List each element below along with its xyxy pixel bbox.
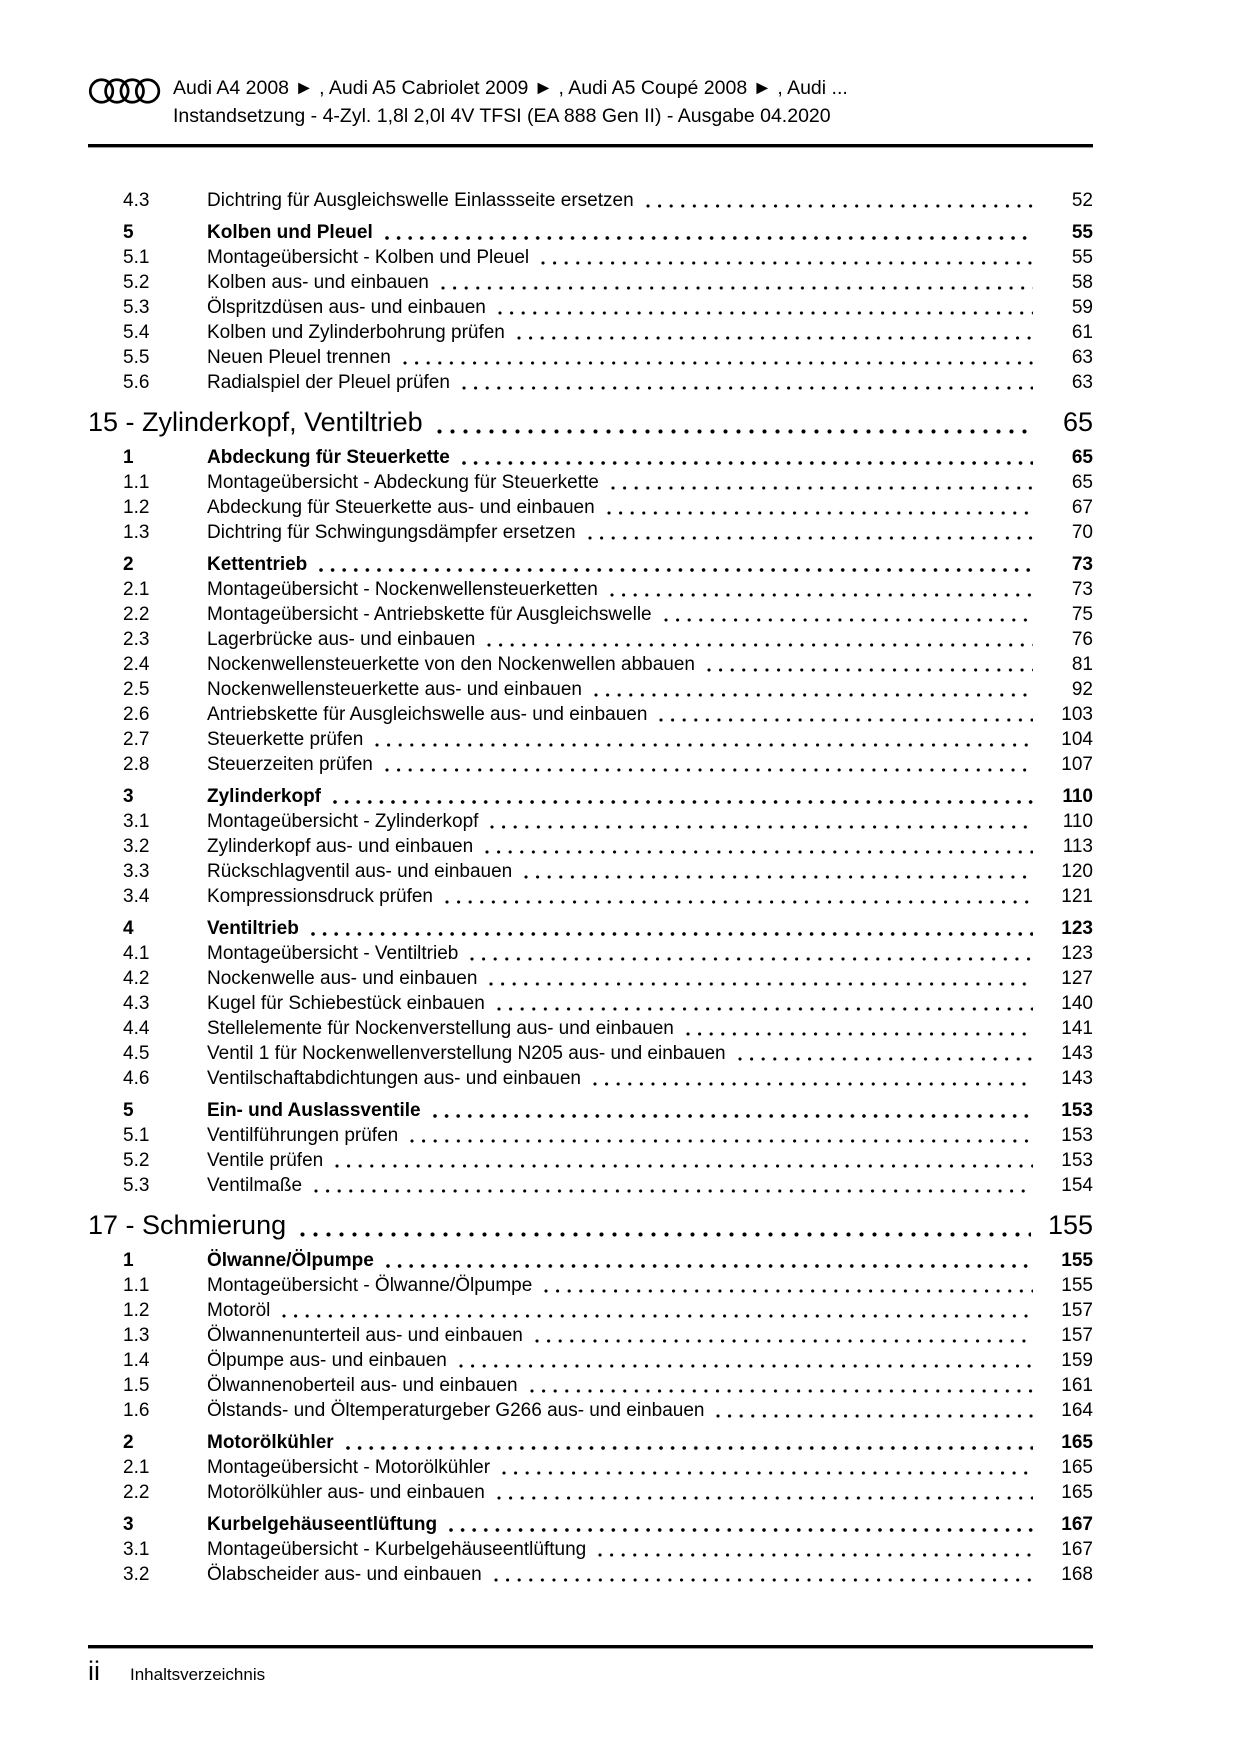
toc-entry-number: 5 <box>123 222 134 243</box>
toc-entry-title: Rückschlagventil aus- und einbauen <box>207 861 513 882</box>
toc-entry-title: Ölwannenunterteil aus- und einbauen <box>207 1325 523 1346</box>
toc-entry-page: 104 <box>1061 729 1093 750</box>
toc-entry-title: Montageübersicht - Ölwanne/Ölpumpe <box>207 1275 533 1296</box>
toc-entry-number: 3.2 <box>123 836 150 857</box>
dot-leader <box>541 261 1033 265</box>
toc-entry <box>88 1512 1093 1537</box>
toc-entry-title: Motoröl <box>207 1300 271 1321</box>
toc-entry <box>88 1373 1093 1398</box>
toc-entry-number: 1 <box>123 447 134 468</box>
toc-entry <box>88 1455 1093 1480</box>
toc-entry-title: Montageübersicht - Zylinderkopf <box>207 811 479 832</box>
toc-entry-title: 17 - Schmierung <box>88 1210 287 1240</box>
toc-entry-page: 52 <box>1071 190 1093 211</box>
toc-entry <box>88 627 1093 652</box>
toc-entry-number: 5.5 <box>123 347 150 368</box>
toc-entry-title: Kugel für Schiebestück einbauen <box>207 993 485 1014</box>
toc-entry-page: 140 <box>1061 993 1093 1014</box>
toc-entry-number: 4.5 <box>123 1043 150 1064</box>
dot-leader <box>441 286 1033 290</box>
toc-entry <box>88 966 1093 991</box>
toc-entry-title: Ventilführungen prüfen <box>207 1125 399 1146</box>
toc-entry-title: Ölwanne/Ölpumpe <box>207 1250 374 1271</box>
dot-leader <box>530 1389 1033 1393</box>
dot-leader <box>346 1446 1033 1450</box>
toc-entry-title: Kolben und Pleuel <box>207 222 373 243</box>
toc-entry-number: 4 <box>123 918 134 939</box>
toc-entry <box>88 1205 1093 1245</box>
toc-entry <box>88 1323 1093 1348</box>
toc-entry <box>88 1173 1093 1198</box>
toc-entry <box>88 1098 1093 1123</box>
toc-entry-title: Lagerbrücke aus- und einbauen <box>207 629 476 650</box>
toc-entry <box>88 270 1093 295</box>
toc-entry <box>88 245 1093 270</box>
toc-entry-number: 2.7 <box>123 729 150 750</box>
header-rule <box>88 144 1093 148</box>
dot-leader <box>386 1264 1033 1268</box>
toc-entry-title: 15 - Zylinderkopf, Ventiltrieb <box>88 407 423 437</box>
toc-entry-number: 1.2 <box>123 497 150 518</box>
toc-entry-page: 143 <box>1061 1043 1093 1064</box>
toc-entry-number: 2 <box>123 1432 134 1453</box>
toc-entry-page: 165 <box>1061 1482 1093 1503</box>
toc-entry-title: Montageübersicht - Motorölkühler <box>207 1457 491 1478</box>
toc-entry <box>88 702 1093 727</box>
dot-leader <box>437 429 1031 434</box>
dot-leader <box>410 1139 1033 1143</box>
toc-entry <box>88 1248 1093 1273</box>
toc-entry-number: 1.3 <box>123 1325 150 1346</box>
dot-leader <box>489 982 1033 986</box>
toc-entry <box>88 991 1093 1016</box>
toc-entry-number: 2.4 <box>123 654 150 675</box>
dot-leader <box>485 850 1033 854</box>
toc-entry-title: Ölwannenoberteil aus- und einbauen <box>207 1375 518 1396</box>
toc-entry-number: 1.6 <box>123 1400 150 1421</box>
toc-entry-title: Steuerzeiten prüfen <box>207 754 373 775</box>
dot-leader <box>300 1232 1031 1237</box>
dot-leader <box>314 1189 1033 1193</box>
toc-entry-title: Montageübersicht - Kurbelgehäuseentlüftung <box>207 1539 587 1560</box>
toc-entry-page: 120 <box>1061 861 1093 882</box>
toc-entry-page: 123 <box>1061 943 1093 964</box>
toc-entry-page: 164 <box>1061 1400 1093 1421</box>
dot-leader <box>319 568 1033 572</box>
toc-entry-title: Neuen Pleuel trennen <box>207 347 391 368</box>
toc-entry-number: 4.2 <box>123 968 150 989</box>
dot-leader <box>385 768 1033 772</box>
toc-entry <box>88 1273 1093 1298</box>
toc-entry-title: Stellelemente für Nockenverstellung aus- und einbauen <box>207 1018 674 1039</box>
footer <box>88 1656 265 1687</box>
toc-entry-title: Zylinderkopf <box>207 786 322 807</box>
dot-leader <box>659 718 1033 722</box>
toc-entry-page: 73 <box>1071 579 1093 600</box>
dot-leader <box>502 1471 1033 1475</box>
toc-entry-page: 141 <box>1061 1018 1093 1039</box>
dot-leader <box>544 1289 1033 1293</box>
toc-entry-number: 4.3 <box>123 993 150 1014</box>
toc-entry-page: 155 <box>1061 1250 1093 1271</box>
toc-entry-title: Motorölkühler aus- und einbauen <box>207 1482 485 1503</box>
toc-entry-number: 1.4 <box>123 1350 150 1371</box>
toc-entry-page: 81 <box>1071 654 1093 675</box>
toc-entry-title: Ventiltrieb <box>207 918 299 939</box>
dot-leader <box>610 593 1033 597</box>
toc-entry-page: 167 <box>1061 1514 1093 1535</box>
toc-entry-number: 3 <box>123 1514 134 1535</box>
dot-leader <box>594 693 1033 697</box>
dot-leader <box>462 461 1033 465</box>
dot-leader <box>459 1364 1033 1368</box>
toc-entry-page: 61 <box>1071 322 1093 343</box>
toc-entry-page: 113 <box>1062 836 1093 857</box>
toc-entry-page: 67 <box>1071 497 1093 518</box>
toc-entry-page: 159 <box>1061 1350 1093 1371</box>
dot-leader <box>375 743 1033 747</box>
toc-entry <box>88 495 1093 520</box>
toc-entry-page: 73 <box>1071 554 1093 575</box>
toc-entry-page: 154 <box>1061 1175 1093 1196</box>
toc-entry-number: 1.5 <box>123 1375 150 1396</box>
toc-entry <box>88 1537 1093 1562</box>
toc-entry <box>88 727 1093 752</box>
toc-entry <box>88 784 1093 809</box>
toc-entry <box>88 1066 1093 1091</box>
toc-entry-title: Abdeckung für Steuerkette <box>207 447 450 468</box>
toc-entry-page: 63 <box>1071 372 1093 393</box>
toc-entry-number: 5.2 <box>123 272 150 293</box>
toc-entry-number: 4.1 <box>123 943 150 964</box>
dot-leader <box>498 311 1033 315</box>
dot-leader <box>403 361 1033 365</box>
toc-entry-number: 5.4 <box>123 322 150 343</box>
toc-entry-title: Montageübersicht - Kolben und Pleuel <box>207 247 530 268</box>
dot-leader <box>462 386 1033 390</box>
toc-entry-number: 5.1 <box>123 1125 150 1146</box>
toc-entry-page: 161 <box>1061 1375 1093 1396</box>
toc-entry-title: Kolben aus- und einbauen <box>207 272 429 293</box>
dot-leader <box>517 336 1033 340</box>
toc-entry <box>88 941 1093 966</box>
toc-entry-title: Ventil 1 für Nockenwellenverstellung N205 aus- und einbauen <box>207 1043 726 1064</box>
dot-leader <box>470 957 1033 961</box>
toc-entry-number: 3.4 <box>123 886 150 907</box>
toc-entry-number: 2.5 <box>123 679 150 700</box>
dot-leader <box>646 204 1033 208</box>
dot-leader <box>707 668 1033 672</box>
toc-entry <box>88 345 1093 370</box>
toc-entry <box>88 1123 1093 1148</box>
toc-entry-number: 1 <box>123 1250 134 1271</box>
dot-leader <box>607 511 1033 515</box>
toc-entry-title: Steuerkette prüfen <box>207 729 364 750</box>
toc-entry <box>88 402 1093 442</box>
dot-leader <box>490 825 1033 829</box>
toc-entry-title: Abdeckung für Steuerkette aus- und einbauen <box>207 497 595 518</box>
toc-entry-page: 155 <box>1047 1210 1093 1240</box>
dot-leader <box>593 1082 1033 1086</box>
toc-entry-title: Dichtring für Ausgleichswelle Einlassseite ersetzen <box>207 190 634 211</box>
toc-entry-title: Montageübersicht - Antriebskette für Ausgleichswelle <box>207 604 652 625</box>
toc-entry-title: Antriebskette für Ausgleichswelle aus- und einbauen <box>207 704 648 725</box>
dot-leader <box>445 900 1033 904</box>
toc-entry <box>88 884 1093 909</box>
toc-entry-number: 2.6 <box>123 704 150 725</box>
dot-leader <box>333 800 1033 804</box>
toc-entry-page: 110 <box>1062 786 1093 807</box>
header-subtitle-line: Instandsetzung - 4-Zyl. 1,8l 2,0l 4V TFSI (EA 888 Gen II) - Ausgabe 04.2020 <box>173 105 831 127</box>
toc-entry-page: 55 <box>1071 222 1093 243</box>
dot-leader <box>535 1339 1033 1343</box>
toc-entry-title: Kompressionsdruck prüfen <box>207 886 433 907</box>
toc-entry <box>88 552 1093 577</box>
toc-entry-title: Montageübersicht - Ventiltrieb <box>207 943 459 964</box>
toc-entry-number: 5.3 <box>123 1175 150 1196</box>
toc-entry <box>88 1562 1093 1587</box>
toc-entry-title: Ölspritzdüsen aus- und einbauen <box>207 297 486 318</box>
toc-entry-title: Kolben und Zylinderbohrung prüfen <box>207 322 505 343</box>
toc-entry <box>88 188 1093 213</box>
toc-entry <box>88 320 1093 345</box>
toc-entry-number: 1.1 <box>123 472 150 493</box>
dot-leader <box>487 643 1033 647</box>
toc-entry-page: 153 <box>1061 1125 1093 1146</box>
toc-entry <box>88 602 1093 627</box>
toc-entry <box>88 834 1093 859</box>
dot-leader <box>494 1578 1033 1582</box>
toc-entry <box>88 1148 1093 1173</box>
toc-entry-page: 63 <box>1071 347 1093 368</box>
toc-entry <box>88 577 1093 602</box>
toc-entry <box>88 295 1093 320</box>
toc-entry-page: 165 <box>1061 1457 1093 1478</box>
dot-leader <box>497 1007 1033 1011</box>
toc-entry-page: 121 <box>1061 886 1093 907</box>
toc-entry-number: 2 <box>123 554 134 575</box>
toc-entry <box>88 809 1093 834</box>
toc-entry <box>88 1016 1093 1041</box>
toc-entry-page: 65 <box>1071 472 1093 493</box>
dot-leader <box>497 1496 1033 1500</box>
toc-entry-page: 75 <box>1071 604 1093 625</box>
toc-entry-number: 2.1 <box>123 579 150 600</box>
toc-entry-page: 76 <box>1071 629 1093 650</box>
toc-entry-number: 5 <box>123 1100 134 1121</box>
toc-entry-number: 4.6 <box>123 1068 150 1089</box>
dot-leader <box>433 1114 1033 1118</box>
footer-label: Inhaltsverzeichnis <box>130 1665 266 1684</box>
toc-entry-page: 168 <box>1061 1564 1093 1585</box>
toc-entry-page: 110 <box>1062 811 1093 832</box>
toc-entry-number: 1.3 <box>123 522 150 543</box>
toc-entry-number: 4.3 <box>123 190 150 211</box>
toc-entry-page: 55 <box>1071 247 1093 268</box>
toc-entry <box>88 470 1093 495</box>
toc-entry-page: 123 <box>1061 918 1093 939</box>
dot-leader <box>738 1057 1033 1061</box>
toc-entry-number: 2.1 <box>123 1457 150 1478</box>
toc-entry <box>88 752 1093 777</box>
toc-entry-title: Ventilschaftabdichtungen aus- und einbauen <box>207 1068 581 1089</box>
toc-entry-number: 5.3 <box>123 297 150 318</box>
toc-entry <box>88 1430 1093 1455</box>
toc-entry-page: 157 <box>1061 1325 1093 1346</box>
toc-entry-number: 5.6 <box>123 372 150 393</box>
toc-entry-page: 59 <box>1071 297 1093 318</box>
toc-entry-number: 2.2 <box>123 604 150 625</box>
toc-entry <box>88 1041 1093 1066</box>
dot-leader <box>598 1553 1033 1557</box>
toc-entry-title: Dichtring für Schwingungsdämpfer ersetzen <box>207 522 576 543</box>
toc-entry-page: 58 <box>1071 272 1093 293</box>
dot-leader <box>335 1164 1033 1168</box>
toc-entry <box>88 1398 1093 1423</box>
toc-entry <box>88 370 1093 395</box>
toc-entry-title: Ölabscheider aus- und einbauen <box>207 1564 482 1585</box>
dot-leader <box>449 1528 1033 1532</box>
toc-entry-number: 3.1 <box>123 1539 150 1560</box>
dot-leader <box>611 486 1033 490</box>
toc-entry-page: 65 <box>1062 407 1093 437</box>
toc-entry <box>88 520 1093 545</box>
toc-entry <box>88 652 1093 677</box>
toc-entry-page: 92 <box>1071 679 1093 700</box>
toc-entry-page: 153 <box>1061 1100 1093 1121</box>
toc-entry <box>88 1348 1093 1373</box>
toc-entry-title: Nockenwellensteuerkette aus- und einbauen <box>207 679 582 700</box>
toc-entry-title: Montageübersicht - Nockenwellensteuerketten <box>207 579 598 600</box>
toc-entry <box>88 220 1093 245</box>
dot-leader <box>716 1414 1033 1418</box>
toc-entry-page: 153 <box>1061 1150 1093 1171</box>
toc-entry-title: Ein- und Auslassventile <box>207 1100 421 1121</box>
footer-page-number: ii <box>88 1656 100 1686</box>
footer-rule <box>88 1645 1093 1649</box>
toc-entry <box>88 445 1093 470</box>
dot-leader <box>686 1032 1033 1036</box>
toc-entry-page: 143 <box>1061 1068 1093 1089</box>
audi-rings-logo <box>88 76 162 106</box>
header-models-line: Audi A4 2008 ► , Audi A5 Cabriolet 2009 ► , Audi A5 Coupé 2008 ► , Audi ... <box>173 77 848 99</box>
toc-entry <box>88 916 1093 941</box>
toc-entry-page: 70 <box>1071 522 1093 543</box>
toc-entry-number: 3 <box>123 786 134 807</box>
toc-entry-title: Radialspiel der Pleuel prüfen <box>207 372 450 393</box>
toc-entry-number: 4.4 <box>123 1018 150 1039</box>
toc-entry-title: Ölstands- und Öltemperaturgeber G266 aus- und einbauen <box>207 1400 705 1421</box>
dot-leader <box>664 618 1033 622</box>
toc-entry-title: Zylinderkopf aus- und einbauen <box>207 836 474 857</box>
toc-entry-title: Ventile prüfen <box>207 1150 324 1171</box>
toc-entry-number: 1.1 <box>123 1275 150 1296</box>
toc-entry-title: Ölpumpe aus- und einbauen <box>207 1350 447 1371</box>
dot-leader <box>524 875 1033 879</box>
toc-entry <box>88 1480 1093 1505</box>
toc-entry-number: 3.1 <box>123 811 150 832</box>
toc-entry-title: Kettentrieb <box>207 554 308 575</box>
toc-entry-title: Ventilmaße <box>207 1175 303 1196</box>
toc-entry-title: Nockenwellensteuerkette von den Nockenwellen abbauen <box>207 654 695 675</box>
toc-entry-number: 5.1 <box>123 247 150 268</box>
toc-entry-page: 167 <box>1061 1539 1093 1560</box>
toc-entry-page: 155 <box>1061 1275 1093 1296</box>
dot-leader <box>311 932 1033 936</box>
toc-entry-page: 103 <box>1061 704 1093 725</box>
toc-entry-title: Kurbelgehäuseentlüftung <box>207 1514 438 1535</box>
toc-entry-number: 3.3 <box>123 861 150 882</box>
toc-entry <box>88 859 1093 884</box>
dot-leader <box>385 236 1033 240</box>
toc-entry-page: 165 <box>1061 1432 1093 1453</box>
toc-entry <box>88 677 1093 702</box>
toc-entry-page: 65 <box>1071 447 1093 468</box>
toc-entry-number: 2.3 <box>123 629 150 650</box>
dot-leader <box>588 536 1033 540</box>
toc-entry-number: 1.2 <box>123 1300 150 1321</box>
toc-entry-title: Montageübersicht - Abdeckung für Steuerkette <box>207 472 599 493</box>
toc-entry-title: Motorölkühler <box>207 1432 334 1453</box>
toc-entry-page: 127 <box>1061 968 1093 989</box>
toc-entry-number: 2.8 <box>123 754 150 775</box>
dot-leader <box>282 1314 1033 1318</box>
toc-entry-page: 157 <box>1061 1300 1093 1321</box>
toc-entry-title: Nockenwelle aus- und einbauen <box>207 968 478 989</box>
toc-entry <box>88 1298 1093 1323</box>
toc-entry-page: 107 <box>1061 754 1093 775</box>
toc-list <box>88 188 1093 1587</box>
toc-entry-number: 5.2 <box>123 1150 150 1171</box>
toc-entry-number: 2.2 <box>123 1482 150 1503</box>
toc-entry-number: 3.2 <box>123 1564 150 1585</box>
